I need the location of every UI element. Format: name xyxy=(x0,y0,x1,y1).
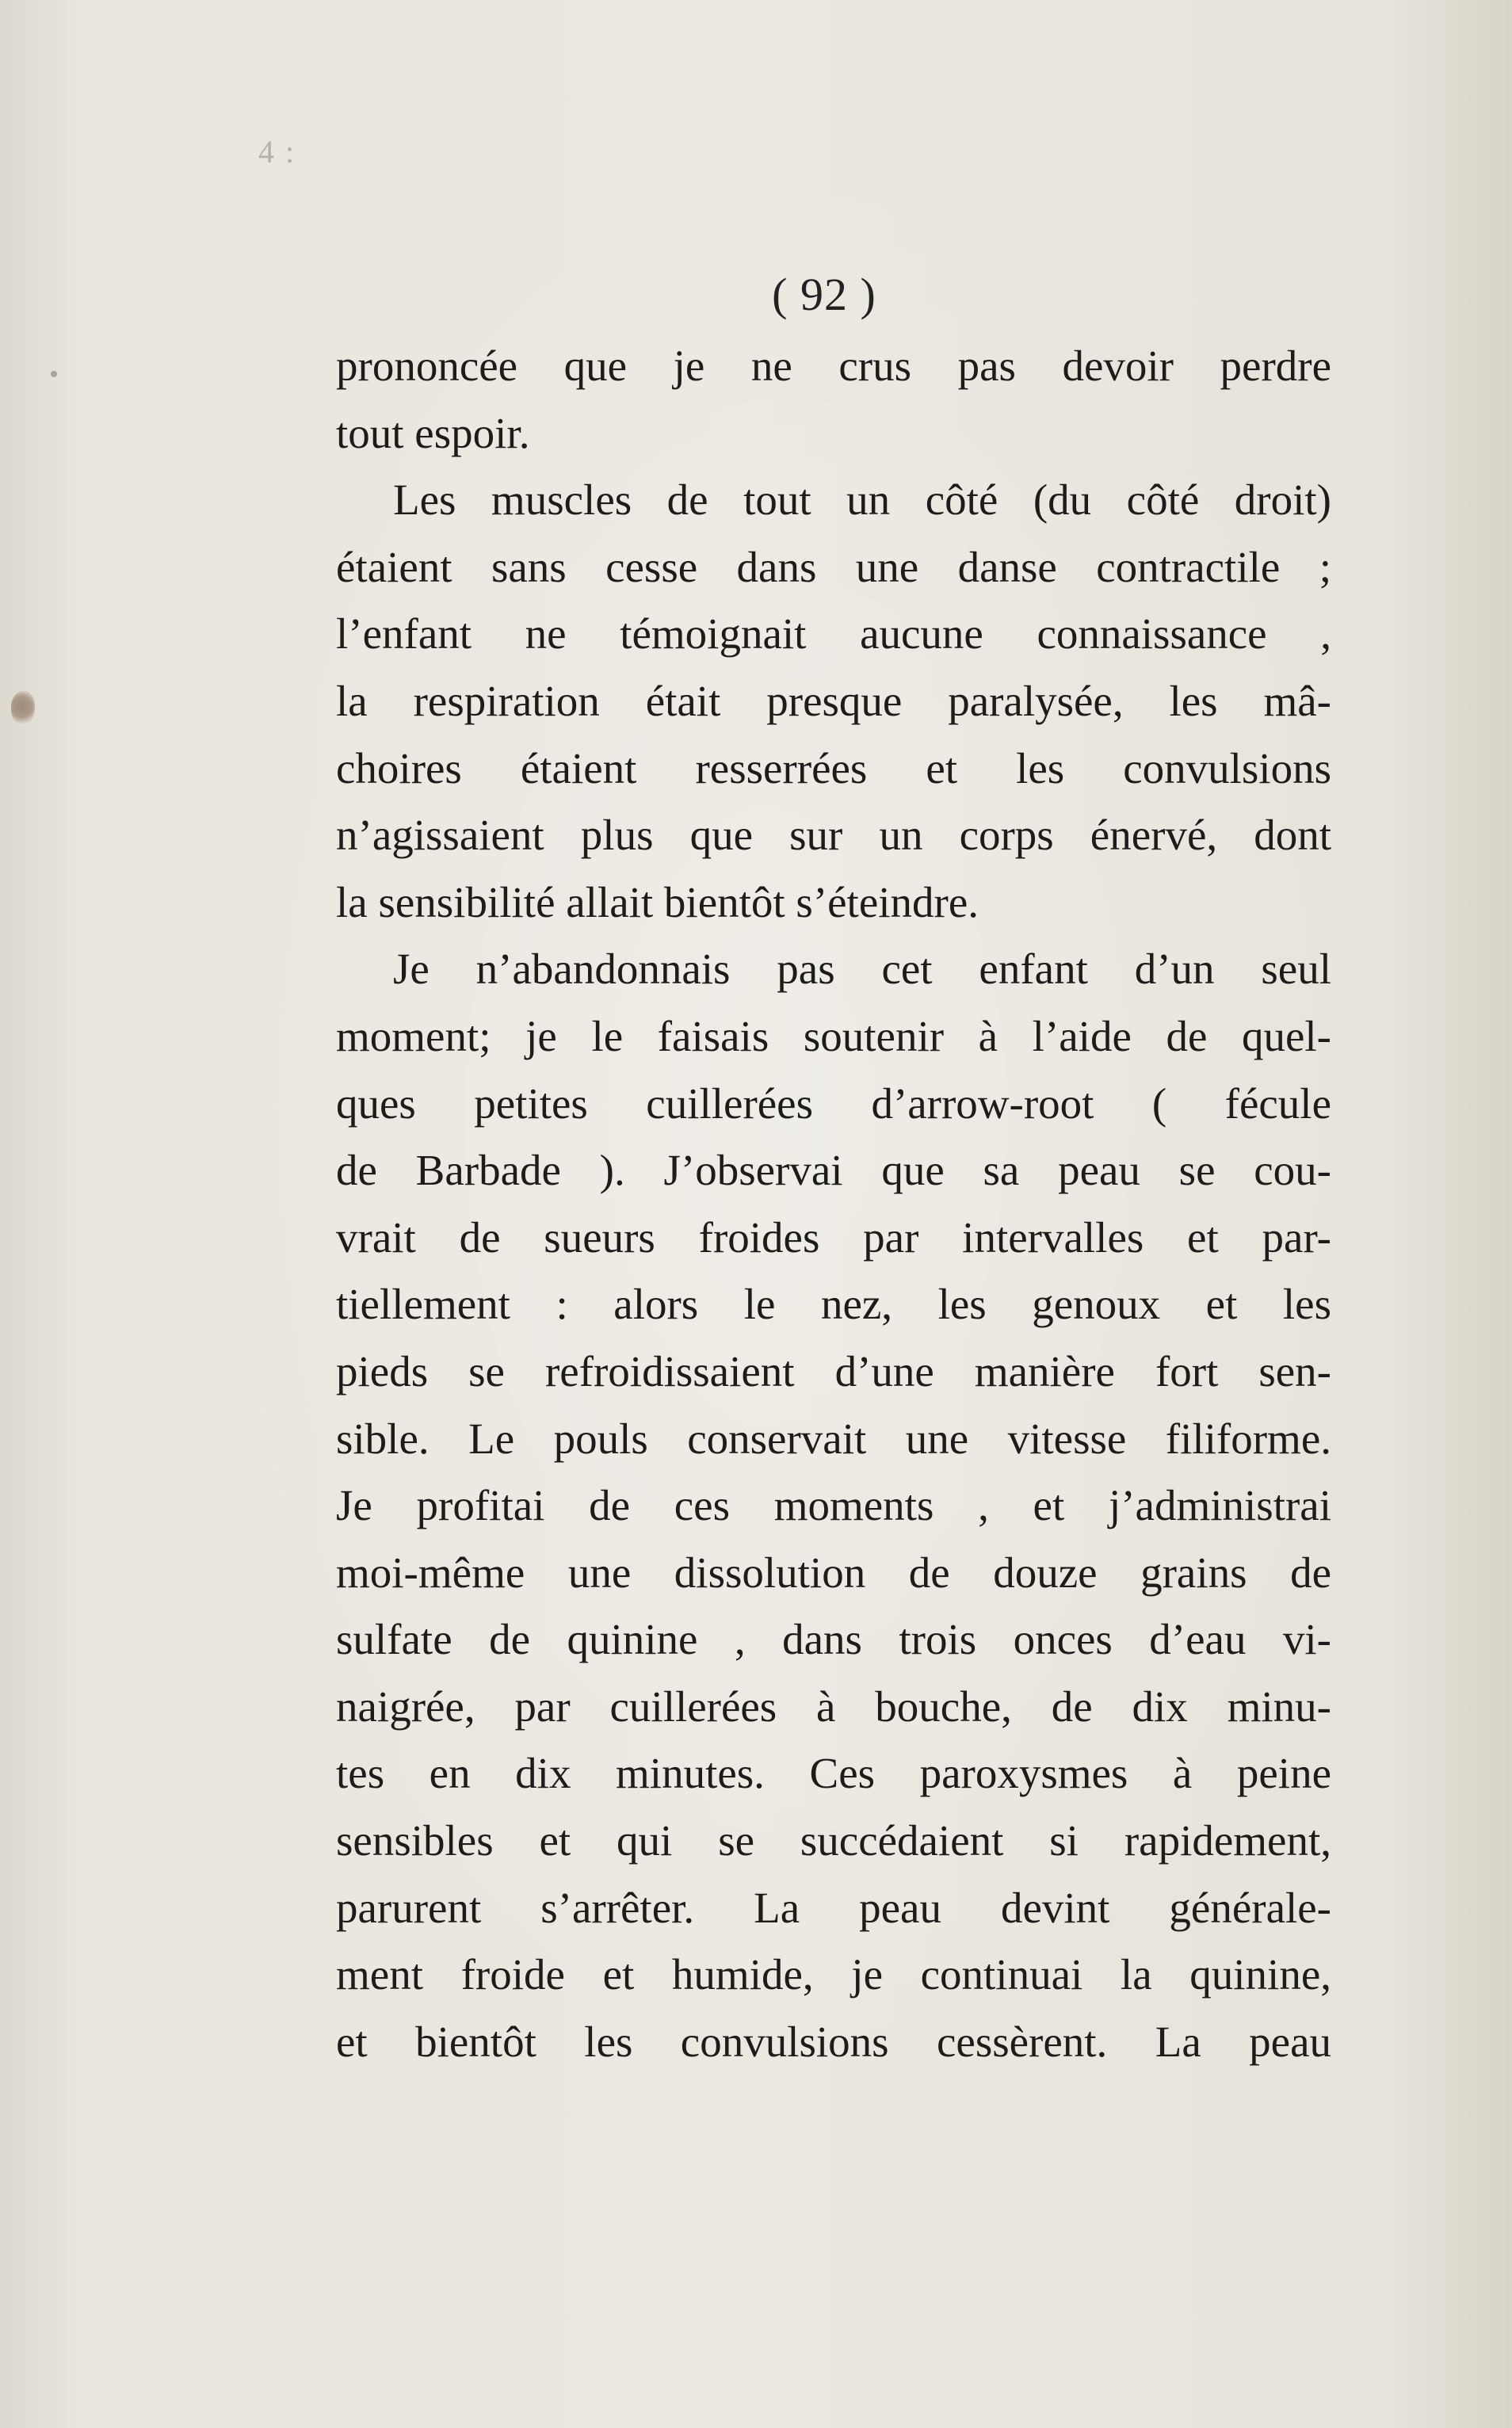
text-line: sensibles et qui se succédaient si rapidement, xyxy=(336,1816,1331,1865)
text-line: Je profitai de ces moments , et j’administrai xyxy=(336,1481,1331,1530)
text-line: la sensibilité allait bientôt s’éteindre. xyxy=(336,877,979,926)
text-line: sulfate de quinine , dans trois onces d’eau vi- xyxy=(336,1615,1331,1664)
body-text xyxy=(336,333,1331,2075)
text-line: tes en dix minutes. Ces paroxysmes à peine xyxy=(336,1749,1331,1798)
text-line: prononcée que je ne crus pas devoir perdre xyxy=(336,342,1331,390)
text-line: tiellement : alors le nez, les genoux et les xyxy=(336,1280,1331,1329)
text-line: sible. Le pouls conservait une vitesse filiforme. xyxy=(336,1414,1331,1463)
text-line: moment; je le faisais soutenir à l’aide de quel- xyxy=(336,1011,1331,1060)
text-line: n’agissaient plus que sur un corps énervé, dont xyxy=(336,811,1331,860)
text-line: choires étaient resserrées et les convulsions xyxy=(336,743,1331,792)
text-line: ques petites cuillerées d’arrow-root ( fécule xyxy=(336,1078,1331,1128)
text-line: Les muscles de tout un côté (du côté droit) xyxy=(393,475,1331,525)
text-line: de Barbade ). J’observai que sa peau se cou- xyxy=(336,1146,1331,1195)
text-line: pieds se refroidissaient d’une manière fort sen- xyxy=(336,1346,1331,1395)
text-line: naigrée, par cuillerées à bouche, de dix minu- xyxy=(336,1682,1331,1731)
text-line: l’enfant ne témoignait aucune connaissance , xyxy=(336,609,1331,659)
paper-stain xyxy=(11,691,35,726)
text-line: tout espoir. xyxy=(336,408,530,457)
text-line: ment froide et humide, je continuai la quinine, xyxy=(336,1950,1331,1999)
text-line: parurent s’arrêter. La peau devint générale- xyxy=(336,1883,1331,1932)
text-line: étaient sans cesse dans une danse contractile ; xyxy=(336,542,1331,591)
text-line: et bientôt les convulsions cessèrent. La peau xyxy=(336,2017,1331,2066)
margin-handwritten-mark: 4 : xyxy=(258,134,296,170)
text-line: Je n’abandonnais pas cet enfant d’un seul xyxy=(393,945,1331,994)
text-line: vrait de sueurs froides par intervalles et par- xyxy=(336,1212,1331,1262)
paper-speck xyxy=(51,371,57,377)
page-number: ( 92 ) xyxy=(772,269,876,320)
text-line: la respiration était presque paralysée, les mâ- xyxy=(336,676,1331,725)
text-line: moi-même une dissolution de douze grains de xyxy=(336,1548,1331,1597)
